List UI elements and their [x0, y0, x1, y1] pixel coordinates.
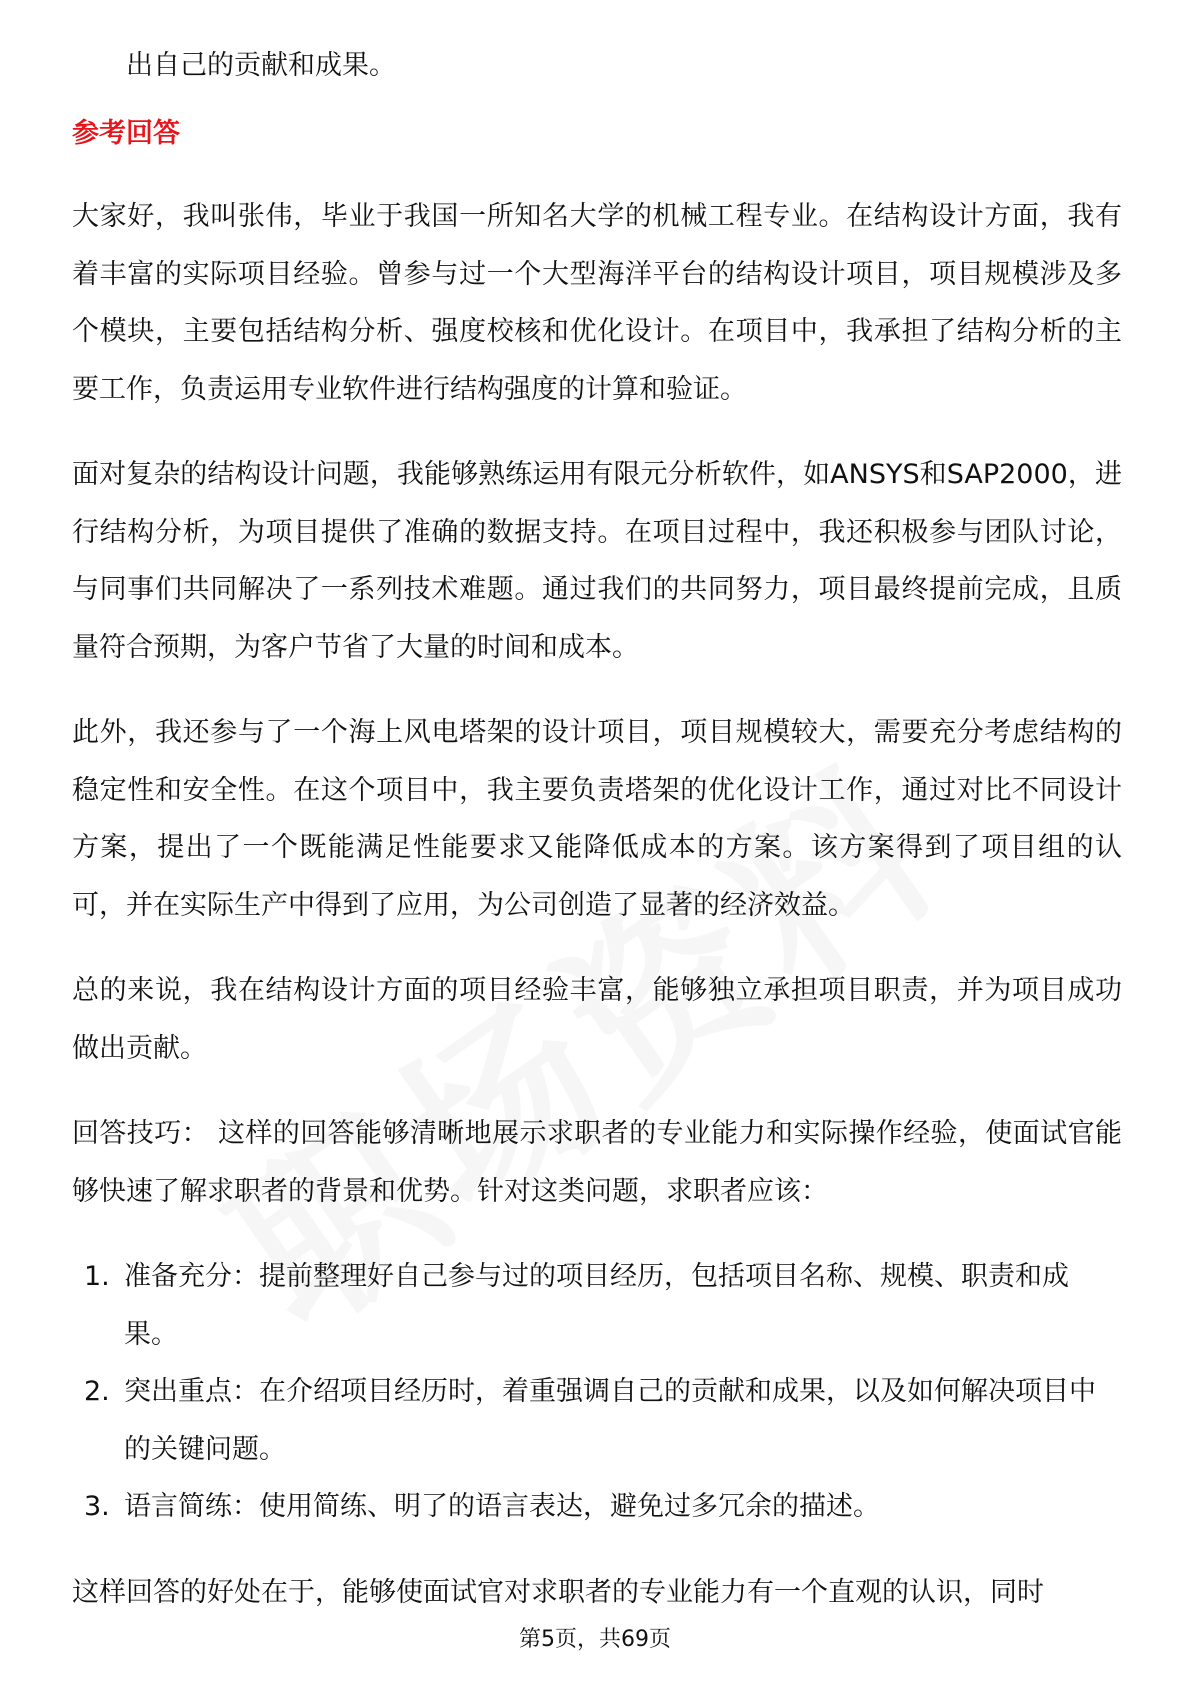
list-item-text: 突出重点：在介绍项目经历时，着重强调自己的贡献和成果，以及如何解决项目中的关键问题。	[124, 1376, 1096, 1465]
list-item-text: 语言简练：使用简练、明了的语言表达，避免过多冗余的描述。	[124, 1491, 880, 1522]
continuation-line: 出自己的贡献和成果。	[126, 50, 396, 81]
paragraph-software: 面对复杂的结构设计问题，我能够熟练运用有限元分析软件，如ANSYS和SAP2000，进行结构分析，为项目提供了准确的数据支持。在项目过程中，我还积极参与团队讨论，与同事们共同解决了一系列技术难题。通过我们的共同努力，项目最终提前完成，且质量符合预期，为客户节省了大量的时间和成本。	[72, 459, 1122, 663]
document-body	[72, 46, 1122, 1649]
paragraph-closing: 这样回答的好处在于，能够使面试官对求职者的专业能力有一个直观的认识，同时	[72, 1576, 1044, 1608]
list-item	[72, 1248, 1122, 1363]
paragraph-tips: 回答技巧： 这样的回答能够清晰地展示求职者的专业能力和实际操作经验，使面试官能够快速了解求职者的背景和优势。针对这类问题，求职者应该：	[72, 1118, 1122, 1207]
list-item-number: 3.	[84, 1491, 110, 1522]
paragraph-wind-tower: 此外，我还参与了一个海上风电塔架的设计项目，项目规模较大，需要充分考虑结构的稳定性和安全性。在这个项目中，我主要负责塔架的优化设计工作，通过对比不同设计方案，提出了一个既能满足性能要求又能降低成本的方案。该方案得到了项目组的认可，并在实际生产中得到了应用，为公司创造了显著的经济效益。	[72, 717, 1122, 921]
list-item-text: 准备充分：提前整理好自己参与过的项目经历，包括项目名称、规模、职责和成果。	[124, 1261, 1069, 1350]
paragraph-summary: 总的来说，我在结构设计方面的项目经验丰富，能够独立承担项目职责，并为项目成功做出贡献。	[72, 975, 1122, 1064]
list-item-number: 2.	[84, 1376, 110, 1407]
list-item	[72, 1478, 1122, 1536]
list-item	[72, 1363, 1122, 1478]
list-item-number: 1.	[84, 1261, 110, 1292]
section-heading: 参考回答	[72, 118, 180, 149]
page-number: 第5页，共69页	[519, 1627, 671, 1652]
tips-list	[72, 1248, 1122, 1536]
paragraph-intro: 大家好，我叫张伟，毕业于我国一所知名大学的机械工程专业。在结构设计方面，我有着丰富的实际项目经验。曾参与过一个大型海洋平台的结构设计项目，项目规模涉及多个模块，主要包括结构分析、强度校核和优化设计。在项目中，我承担了结构分析的主要工作，负责运用专业软件进行结构强度的计算和验证。	[72, 201, 1122, 405]
